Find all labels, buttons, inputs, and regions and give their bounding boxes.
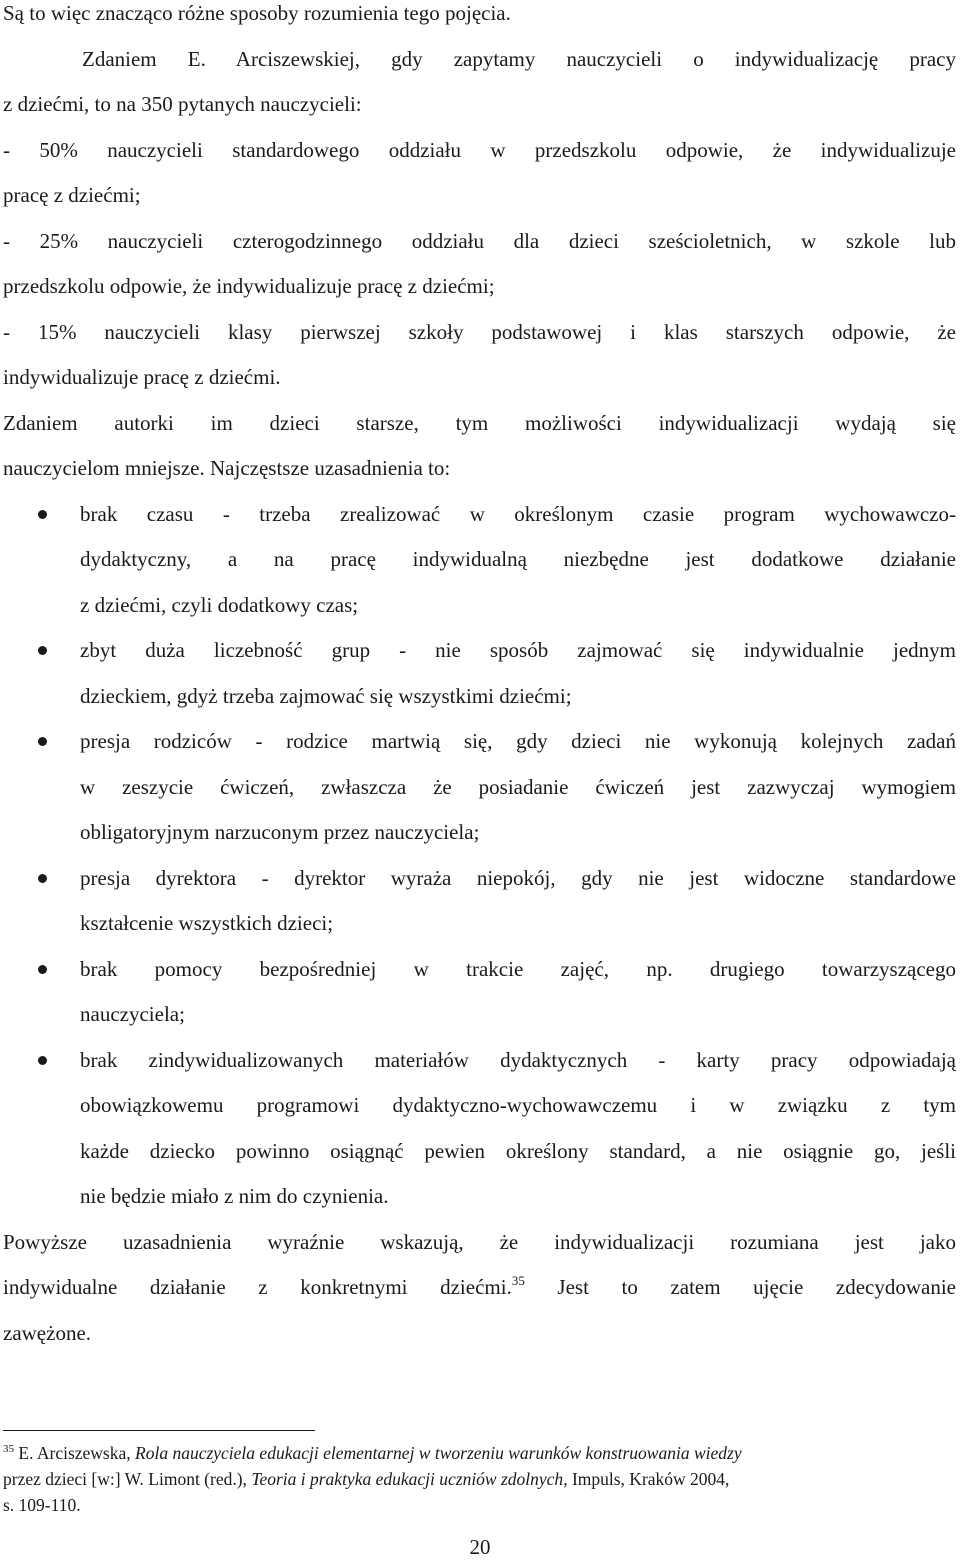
bullet-list-item (3, 628, 956, 719)
footnote-book-title: Teoria i praktyka edukacji uczniów zdolnych (251, 1469, 564, 1489)
bullet-icon (38, 947, 48, 993)
bullet-list-item (3, 947, 956, 1038)
footnote-line (3, 1466, 933, 1492)
bullet-text-line: brak pomocy bezpośredniej w trakcie zajęć, np. drugiego towarzyszącego (80, 956, 956, 981)
bullet-text-line: kształcenie wszystkich dzieci; (80, 911, 334, 935)
bullet-list-item (3, 719, 956, 856)
bullet-text-line: brak czasu - trzeba zrealizować w określonym czasie program wychowawczo- (80, 501, 956, 526)
bullet-text-line: w zeszycie ćwiczeń, zwłaszcza że posiadanie ćwiczeń jest zazwyczaj wymogiem (80, 774, 956, 799)
bullet-text-line: presja rodziców - rodzice martwią się, gdy dzieci nie wykonują kolejnych zadań (80, 729, 956, 753)
bullet-text-line: obowiązkowemu programowi dydaktyczno-wychowawczemu i w związku z tym (80, 1093, 956, 1117)
bullet-text-line: dzieckiem, gdyż trzeba zajmować się wszystkimi dziećmi; (80, 683, 572, 708)
footnote-text: przez dzieci [w:] W. Limont (red.), (3, 1469, 252, 1489)
paragraph-line (3, 1265, 956, 1311)
bullet-icon (38, 492, 48, 538)
footnote-separator (3, 1430, 315, 1431)
document-page (3, 0, 956, 1356)
footnote (3, 1440, 933, 1518)
bullet-text-line: zbyt duża liczebność grup - nie sposób zajmować się indywidualnie jednym (80, 638, 956, 662)
bullet-icon (38, 856, 48, 902)
paragraph-text: Jest to zatem ujęcie zdecydowanie (524, 1275, 956, 1299)
list-item-line: - 25% nauczycieli czterogodzinnego oddziału dla dzieci sześcioletnich, w szkole lub (3, 228, 956, 253)
paragraph-line: Zdaniem autorki im dzieci starsze, tym możliwości indywidualizacji wydają się (3, 410, 956, 435)
paragraph-line: Są to więc znacząco różne sposoby rozumienia tego pojęcia. (3, 1, 511, 25)
paragraph-line: Powyższe uzasadnienia wyraźnie wskazują, że indywidualizacji rozumiana jest jako (3, 1229, 956, 1254)
bullet-text-line: nauczyciela; (80, 1002, 185, 1026)
paragraph-line: z dziećmi, to na 350 pytanych nauczycieli: (3, 92, 362, 116)
bullet-list-item (3, 856, 956, 947)
page-number: 20 (469, 1535, 491, 1559)
footnote-number: 35 (3, 1443, 14, 1455)
bullet-text-line: nie będzie miało z nim do czynienia. (80, 1184, 389, 1208)
bullet-text-line: z dziećmi, czyli dodatkowy czas; (80, 592, 359, 617)
bullet-list-item (3, 492, 956, 629)
bullet-text-line: dydaktyczny, a na pracę indywidualną niezbędne jest dodatkowe działanie (80, 547, 956, 571)
list-item-line: przedszkolu odpowie, że indywidualizuje pracę z dziećmi; (3, 274, 495, 298)
footnote-publisher: , Impuls, Kraków 2004, (563, 1469, 730, 1489)
footnote-title: Rola nauczyciela edukacji elementarnej w tworzeniu warunków konstruowania wiedzy (135, 1443, 742, 1463)
footnote-line: s. 109-110. (3, 1495, 81, 1515)
bullet-list-item (3, 1038, 956, 1220)
bullet-text-line: presja dyrektora - dyrektor wyraża niepokój, gdy nie jest widoczne standardowe (80, 865, 956, 890)
bullet-icon (38, 628, 48, 674)
list-item-line: - 15% nauczycieli klasy pierwszej szkoły podstawowej i klas starszych odpowie, że (3, 319, 956, 344)
list-item-line: indywidualizuje pracę z dziećmi. (3, 365, 281, 389)
bullet-text-line: brak zindywidualizowanych materiałów dydaktycznych - karty pracy odpowiadają (80, 1047, 956, 1072)
footnote-author: E. Arciszewska, (14, 1443, 136, 1463)
bullet-text-line: każde dziecko powinno osiągnąć pewien określony standard, a nie osiągnie go, jeśli (80, 1138, 956, 1163)
footnote-line (3, 1440, 933, 1466)
paragraph-line: nauczycielom mniejsze. Najczęstsze uzasadnienia to: (3, 456, 451, 480)
bullet-icon (38, 1038, 48, 1084)
paragraph-text: indywidualne działanie z konkretnymi dziećmi. (3, 1275, 512, 1299)
footnote-reference[interactable]: 35 (511, 1273, 525, 1288)
bullet-text-line: obligatoryjnym narzuconym przez nauczyciela; (80, 820, 480, 844)
paragraph-line: zawężone. (3, 1320, 92, 1345)
list-item-line: pracę z dziećmi; (3, 183, 141, 207)
paragraph-line: Zdaniem E. Arciszewskiej, gdy zapytamy nauczycieli o indywidualizację pracy (82, 46, 956, 71)
bullet-icon (38, 719, 48, 765)
list-item-line: - 50% nauczycieli standardowego oddziału w przedszkolu odpowie, że indywidualizuje (3, 137, 956, 162)
